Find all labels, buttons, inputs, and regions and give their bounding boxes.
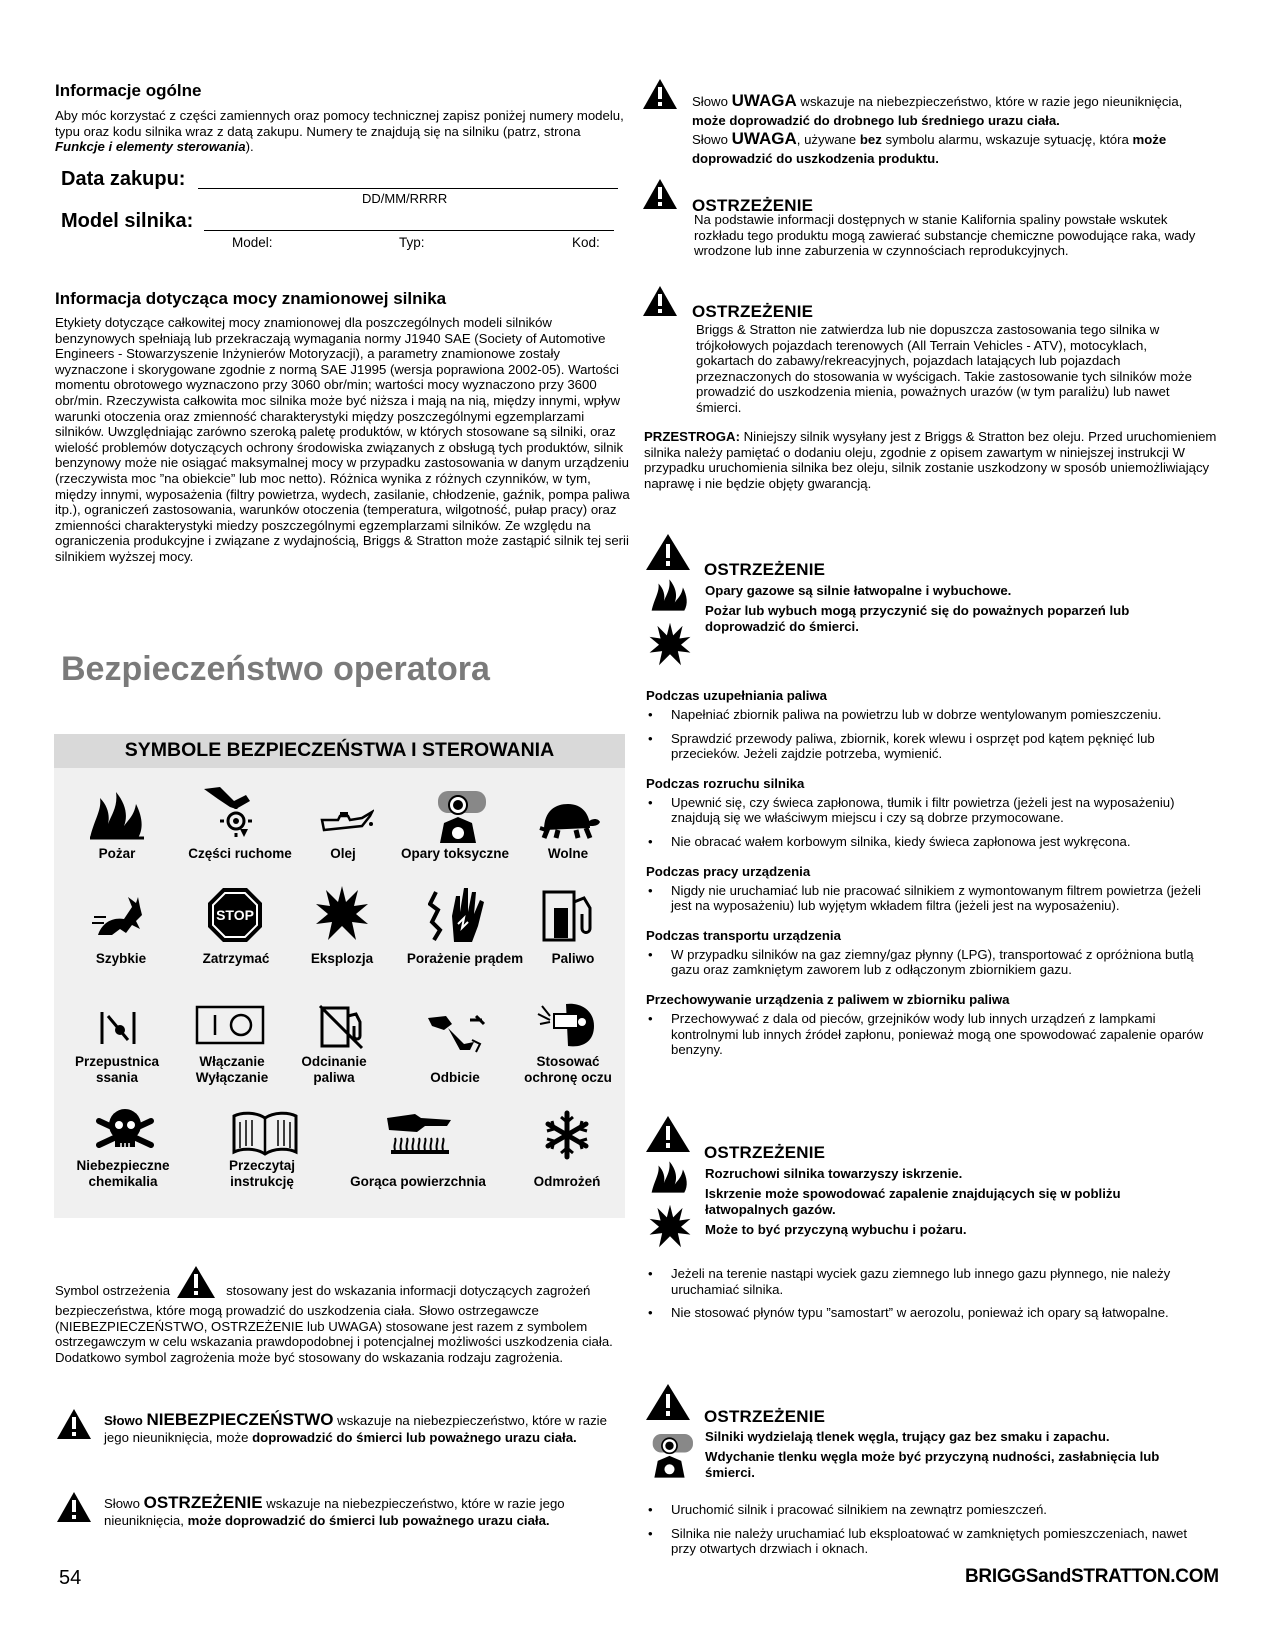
- oil-can-icon: [316, 808, 374, 836]
- turtle-slow-icon: [536, 800, 602, 840]
- w5-line-1: Silniki wydzielają tlenek węgla, trujący gaz bez smaku i zapachu.: [705, 1429, 1110, 1444]
- symbol-label-fast: Szybkie: [95, 951, 147, 966]
- model-sub-label: Model:: [232, 235, 273, 250]
- w5-alert-icon: [645, 1383, 691, 1421]
- fuel-section-item: • Napełniać zbiornik paliwa na powietrzu lub w dobrze wentylowanym pomieszczeniu.: [646, 707, 1221, 723]
- symbol-label-frostbite: Odmrożeń: [533, 1174, 601, 1189]
- purchase-date-line: [198, 168, 618, 189]
- symbol-label-on-off-1: Włączanie: [199, 1054, 265, 1069]
- w4-items: [646, 1266, 1206, 1329]
- w4-line-1: Rozruchowi silnika towarzyszy iskrzenie.: [705, 1166, 963, 1181]
- moving-parts-icon: [200, 785, 256, 841]
- date-format-hint: DD/MM/RRRR: [362, 191, 448, 206]
- fuel-section-title: Podczas rozruchu silnika: [646, 775, 805, 791]
- power-rating-title: Informacja dotycząca mocy znamionowej silnika: [55, 289, 447, 308]
- brand-footer: BRIGGSandSTRATTON.COM: [965, 1566, 1219, 1587]
- symbol-label-fire: Pożar: [98, 846, 136, 861]
- w4-item: • Jeżeli na terenie nastąpi wyciek gazu ziemnego lub innego gazu płynnego, nie należy uruchamiać silnika.: [646, 1266, 1206, 1297]
- fuel-pump-icon: [540, 886, 596, 944]
- symbol-label-toxic-fumes: Opary toksyczne: [400, 846, 510, 861]
- w5-line-2: Wdychanie tlenku węgla może być przyczyną nudności, zasłabnięcia lub śmierci.: [705, 1449, 1160, 1480]
- fuel-section-title: Podczas transportu urządzenia: [646, 927, 841, 943]
- symbols-header: SYMBOLE BEZPIECZEŃSTWA I STEROWANIA: [124, 739, 555, 761]
- w4-line-3: Może to być przyczyną wybuchu i pożaru.: [705, 1222, 967, 1237]
- operator-safety-title: Bezpieczeństwo operatora: [61, 650, 490, 688]
- fuel-section-title: Przechowywanie urządzenia z paliwem w zbiorniku paliwa: [646, 991, 1010, 1007]
- w5-items: [646, 1502, 1206, 1565]
- w5-toxic-fumes-icon: [646, 1430, 698, 1480]
- symbol-label-read-manual-1: Przeczytaj: [228, 1158, 296, 1173]
- frostbite-snowflake-icon: [542, 1110, 592, 1160]
- read-manual-icon: [230, 1110, 300, 1158]
- warning-definition: Słowo OSTRZEŻENIE wskazuje na niebezpieczeństwo, które w razie jego nieuniknięcia, może doprowadzić do śmierci lub poważnego urazu ciała.: [104, 1493, 565, 1528]
- w4-item: • Nie stosować płynów typu ”samostart” w aerozolu, ponieważ ich opary są łatwopalne.: [646, 1305, 1206, 1321]
- fuel-section-item: • Przechowywać z dala od pieców, grzejników wody lub innych urządzeń z lampkami kontrolnymi lub innych źródeł zapłonu, ponieważ mogą one spowodować zapalenie oparów benzyny.: [646, 1011, 1221, 1058]
- w1-alert-icon: [642, 178, 678, 210]
- eye-protection-icon: [536, 1000, 598, 1050]
- w1-text: Na podstawie informacji dostępnych w stanie Kalifornia spaliny powstałe wskutek rozkładu tego produktu mogą zawierać substancje chemiczne powodujące raka, wady wrodzone lub inne zaburzenia w czynnościach reprodukcyjnych.: [694, 212, 1196, 259]
- symbol-label-electric-shock: Porażenie prądem: [406, 951, 524, 966]
- fuel-section-title: Podczas uzupełniania paliwa: [646, 688, 828, 703]
- w5-title: OSTRZEŻENIE: [704, 1407, 826, 1426]
- symbol-label-eye-protection-1: Stosować: [536, 1054, 600, 1069]
- hot-surface-icon: [385, 1112, 455, 1158]
- w3-title: OSTRZEŻENIE: [704, 560, 826, 579]
- toxic-fumes-icon: [430, 787, 492, 845]
- symbol-label-read-manual-2: instrukcję: [230, 1174, 294, 1189]
- symbol-label-moving-parts: Części ruchome: [188, 846, 292, 861]
- purchase-date-label: Data zakupu:: [61, 168, 186, 190]
- symbol-label-eye-protection-2: ochronę oczu: [524, 1070, 612, 1085]
- danger-alert-icon: [56, 1408, 92, 1440]
- power-rating-text: Etykiety dotyczące całkowitej mocy znamionowej dla poszczególnych modeli silników benzynowych spełniają lub przekraczają wymagania normy J1940 SAE (Society of Automotive Engineers - Stowarzyszenie Inżynierów Motoryzacji), a parametry znamionowe zostały wyznaczone i skorygowane zgodnie z normą SAE J1995 (wersja poprawiona 2002-05). Wartości momentu obrotowego wyznaczono przy 3060 obr/min; wartości mocy wyznaczono przy 3600 obr/min. Rzeczywista całkowita moc silnika może być niższa i mają na nią, między innymi, wpływ warunki otoczenia oraz zmienność charakterystyki między poszczególnymi egzemplarzami silników. Uwzględniając zarówno szeroką paletę produktów, w których stosowane są silniki, oraz wielość problemów dotyczących ochrony środowiska związanych z obsługą tych produktów, silnik benzynowy może nie osiągać maksymalnej mocy w przypadku zastosowania w danym urządzeniu (rzeczywista moc ”na obiekcie” lub moc netto). Różnica wynika z różnych czynników, w tym, między innymi, wyposażenia (filtry powietrza, wydech, zasilanie, chłodzenie, gaźnik, pompa paliwa itp.), ograniczeń zastosowania, warunków otoczenia (temperatura, wilgotność, pułap pracy) oraz zmienności charakterystyki miedzy poszczególnymi egzemplarzami silników. Ze względu na ograniczenia produkcyjne i związane z wydajnością, Briggs & Stratton może zastąpić silnik tej serii silnikiem wyższej mocy.: [55, 315, 630, 564]
- page-number: 54: [59, 1567, 82, 1589]
- type-sub-label: Typ:: [399, 235, 425, 250]
- w3-line-2: Pożar lub wybuch mogą przyczynić się do poważnych poparzeń lub doprowadzić do śmierci.: [705, 603, 1130, 634]
- danger-definition: Słowo NIEBEZPIECZEŃSTWO wskazuje na niebezpieczeństwo, które w razie jego nieuniknięcia, może doprowadzić do śmierci lub poważnego urazu ciała.: [104, 1410, 607, 1445]
- rabbit-fast-icon: [92, 895, 148, 941]
- code-sub-label: Kod:: [572, 235, 600, 250]
- symbol-label-slow: Wolne: [547, 846, 589, 861]
- electric-shock-icon: [428, 886, 488, 944]
- fuel-shutoff-icon: [318, 1004, 368, 1050]
- w3-line-1: Opary gazowe są silnie łatwopalne i wybuchowe.: [705, 583, 1012, 598]
- symbol-label-fuel-shutoff-2: paliwa: [313, 1070, 355, 1085]
- symbol-label-kickback: Odbicie: [430, 1070, 480, 1085]
- symbol-label-explosion: Eksplozja: [310, 951, 374, 966]
- symbol-label-chemicals-1: Niebezpieczne: [76, 1158, 170, 1173]
- choke-icon: [98, 1008, 138, 1048]
- w4-fire-icon: [648, 1160, 692, 1194]
- symbol-label-on-off-2: Wyłączanie: [195, 1070, 269, 1085]
- w2-title: OSTRZEŻENIE: [692, 302, 814, 321]
- symbol-label-oil: Olej: [330, 846, 356, 861]
- notice-text: PRZESTROGA: Niniejszy silnik wysyłany jest z Briggs & Stratton bez oleju. Przed uruchomieniem silnika należy pamiętać o dodaniu oleju, zgodnie z opisem zawartym w niniejszej instrukcji W przypadku uruchomienia silnika bez oleju, silnik zostanie uszkodzony w sposób uniemożliwiający naprawę i nie będzie objęty gwarancją.: [644, 429, 1217, 491]
- w3-explosion-icon: [648, 620, 692, 668]
- caution-alert-icon: [642, 78, 678, 110]
- fuel-section-item: • Nigdy nie uruchamiać lub nie pracować silnikiem z wymontowanym filtrem powietrza (jeżeli jest na wyposażeniu) lub wyjętym wkładem filtra (jeżeli jest na wyposażeniu).: [646, 883, 1221, 914]
- symbol-label-choke-1: Przepustnica: [74, 1054, 160, 1069]
- general-info-text: Aby móc korzystać z części zamiennych oraz pomocy technicznej zapisz poniżej numery modelu, typu oraz kodu silnika wraz z datą zakupu. Numery te znajdują się na silniku (patrz, strona Funkcje i elementy sterowania).: [55, 108, 624, 155]
- w3-alert-icon: [645, 533, 691, 571]
- symbol-label-hot-surface: Gorąca powierzchnia: [350, 1174, 486, 1189]
- symbol-label-fuel-shutoff-1: Odcinanie: [301, 1054, 367, 1069]
- w5-item: • Uruchomić silnik i pracować silnikiem na zewnątrz pomieszczeń.: [646, 1502, 1206, 1518]
- fuel-sections: [646, 688, 1221, 1066]
- symbol-label-choke-2: ssania: [95, 1070, 139, 1085]
- fire-icon: [88, 790, 146, 840]
- w5-item: • Silnika nie należy uruchamiać lub eksploatować w zamkniętych pomieszczeniach, nawet przy otwartych drzwiach i oknach.: [646, 1526, 1206, 1557]
- fuel-section-item: • Nie obracać wałem korbowym silnika, kiedy świeca zapłonowa jest wykręcona.: [646, 834, 1221, 850]
- fuel-section-title: Podczas pracy urządzenia: [646, 863, 811, 879]
- explosion-icon: [314, 884, 370, 942]
- stop-sign-icon: [206, 886, 264, 944]
- warning-alert-icon: [56, 1491, 92, 1523]
- fuel-section-item: • Upewnić się, czy świeca zapłonowa, tłumik i filtr powietrza (jeżeli jest na wyposażeniu) znajdują się we właściwym miejscu i czy są dobrze przymocowane.: [646, 795, 1221, 826]
- on-off-icon: [195, 1005, 265, 1045]
- w3-fire-icon: [648, 578, 692, 612]
- symbol-label-fuel: Paliwo: [551, 951, 595, 966]
- w2-alert-icon: [642, 285, 678, 317]
- w2-text: Briggs & Stratton nie zatwierdza lub nie dopuszcza zastosowania tego silnika w trójkołowych pojazdach terenowych (All Terrain Vehicles - ATV), motocyklach, gokartach do zabawy/rekreacyjnych, pojazdach latających lub pojazdach przeznaczonych do stosowania w wyścigach. Takie zastosowanie tych silników może prowadzić do uszkodzenia mienia, poważnych urazów (w tym paraliżu) lub nawet śmierci.: [696, 322, 1192, 415]
- symbol-label-chemicals-2: chemikalia: [88, 1174, 158, 1189]
- fuel-section-item: • W przypadku silników na gaz ziemny/gaz płynny (LPG), transportować z opróżniona butlą gazu oraz zamkniętym zaworem lub z odłączonym zbiornikiem gazu.: [646, 947, 1221, 978]
- w4-alert-icon: [645, 1115, 691, 1153]
- w4-title: OSTRZEŻENIE: [704, 1143, 826, 1162]
- kickback-icon: [426, 1014, 488, 1056]
- general-info-title: Informacje ogólne: [55, 81, 202, 100]
- w1-title: OSTRZEŻENIE: [692, 196, 814, 215]
- stop-sign-text: STOP: [216, 907, 254, 923]
- w4-explosion-icon: [648, 1202, 692, 1250]
- engine-model-label: Model silnika:: [61, 210, 194, 232]
- symbol-note-text: Symbol ostrzeżenia stosowany jest do wskazania informacji dotyczących zagrożeń bezpieczeństwa, które mogą prowadzić do uszkodzenia ciała. Słowo ostrzegawcze (NIEBEZPIECZEŃSTWO, OSTRZEŻENIE lub UWAGA) stosowane jest razem z symbolem ostrzegawczym w celu wskazania prawdopodobnej i potencjalnej możliwości uszkodzenia ciała. Dodatkowo symbol zagrożenia może być stosowany do wskazania rodzaju zagrożenia.: [55, 1277, 633, 1365]
- caution-definition: Słowo UWAGA wskazuje na niebezpieczeństwo, które w razie jego nieuniknięcia, może doprowadzić do drobnego lub średniego urazu ciała. Słowo UWAGA, używane bez symbolu alarmu, wskazuje sytuację, która może doprowadzić do uszkodzenia produktu.: [692, 91, 1183, 166]
- symbol-label-stop: Zatrzymać: [202, 951, 270, 966]
- alert-triangle-inline-icon: [176, 1277, 220, 1303]
- w4-line-2: Iskrzenie może spowodować zapalenie znajdujących się w pobliżu łatwopalnych gazów.: [705, 1186, 1121, 1217]
- fuel-section-item: • Sprawdzić przewody paliwa, zbiornik, korek wlewu i osprzęt pod kątem pęknięć lub przecieków. Jeżeli zajdzie potrzeba, wymienić.: [646, 731, 1221, 762]
- engine-model-line: [204, 210, 614, 231]
- skull-crossbones-icon: [95, 1105, 155, 1161]
